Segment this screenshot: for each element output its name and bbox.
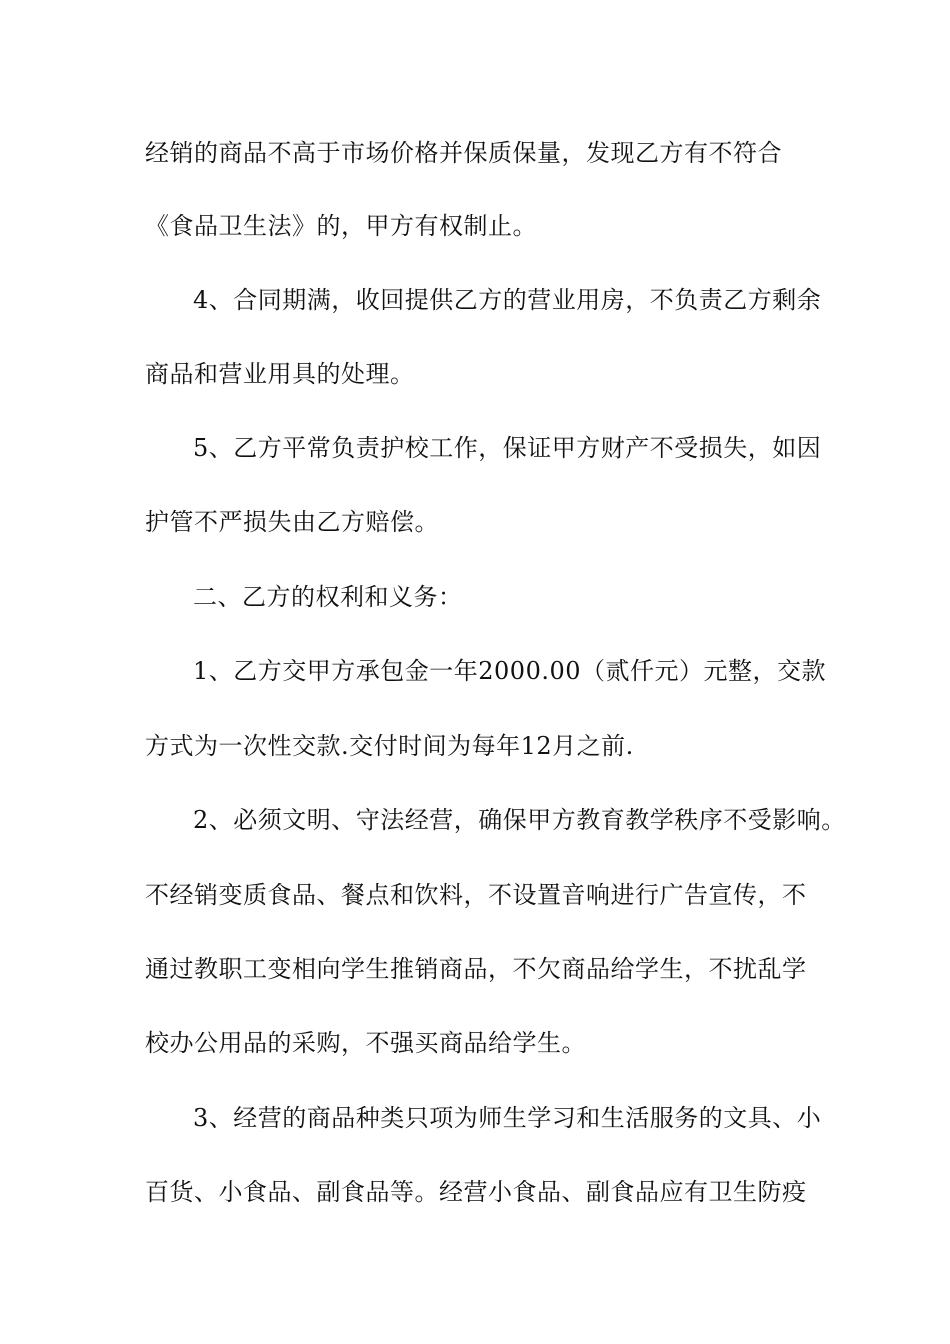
text-line-6: 护管不严损失由乙方赔偿。 [145,508,439,536]
text-line-10: 2、必须文明、守法经营，确保甲方教育教学秩序不受影响。 [193,806,846,834]
text-line-9: 方式为一次性交款.交付时间为每年12月之前. [145,732,634,760]
text-line-12: 通过教职工变相向学生推销商品，不欠商品给学生，不扰乱学 [145,955,807,983]
text-line-8: 1、乙方交甲方承包金一年2000.00（贰仟元）元整，交款 [193,657,827,685]
text-line-4: 商品和营业用具的处理。 [145,360,415,388]
text-line-1: 经销的商品不高于市场价格并保质保量，发现乙方有不符合 [145,139,782,167]
text-line-11: 不经销变质食品、餐点和饮料，不设置音响进行广告宣传，不 [145,881,807,909]
text-line-14: 3、经营的商品种类只项为师生学习和生活服务的文具、小 [193,1104,822,1132]
text-line-2: 《食品卫生法》的，甲方有权制止。 [145,212,537,240]
text-line-5: 5、乙方平常负责护校工作，保证甲方财产不受损失，如因 [193,434,822,462]
text-line-13: 校办公用品的采购，不强买商品给学生。 [145,1029,586,1057]
text-line-3: 4、合同期满，收回提供乙方的营业用房，不负责乙方剩余 [193,286,822,314]
section-heading: 二、乙方的权利和义务： [193,583,463,611]
text-line-15: 百货、小食品、副食品等。经营小食品、副食品应有卫生防疫 [145,1178,807,1206]
